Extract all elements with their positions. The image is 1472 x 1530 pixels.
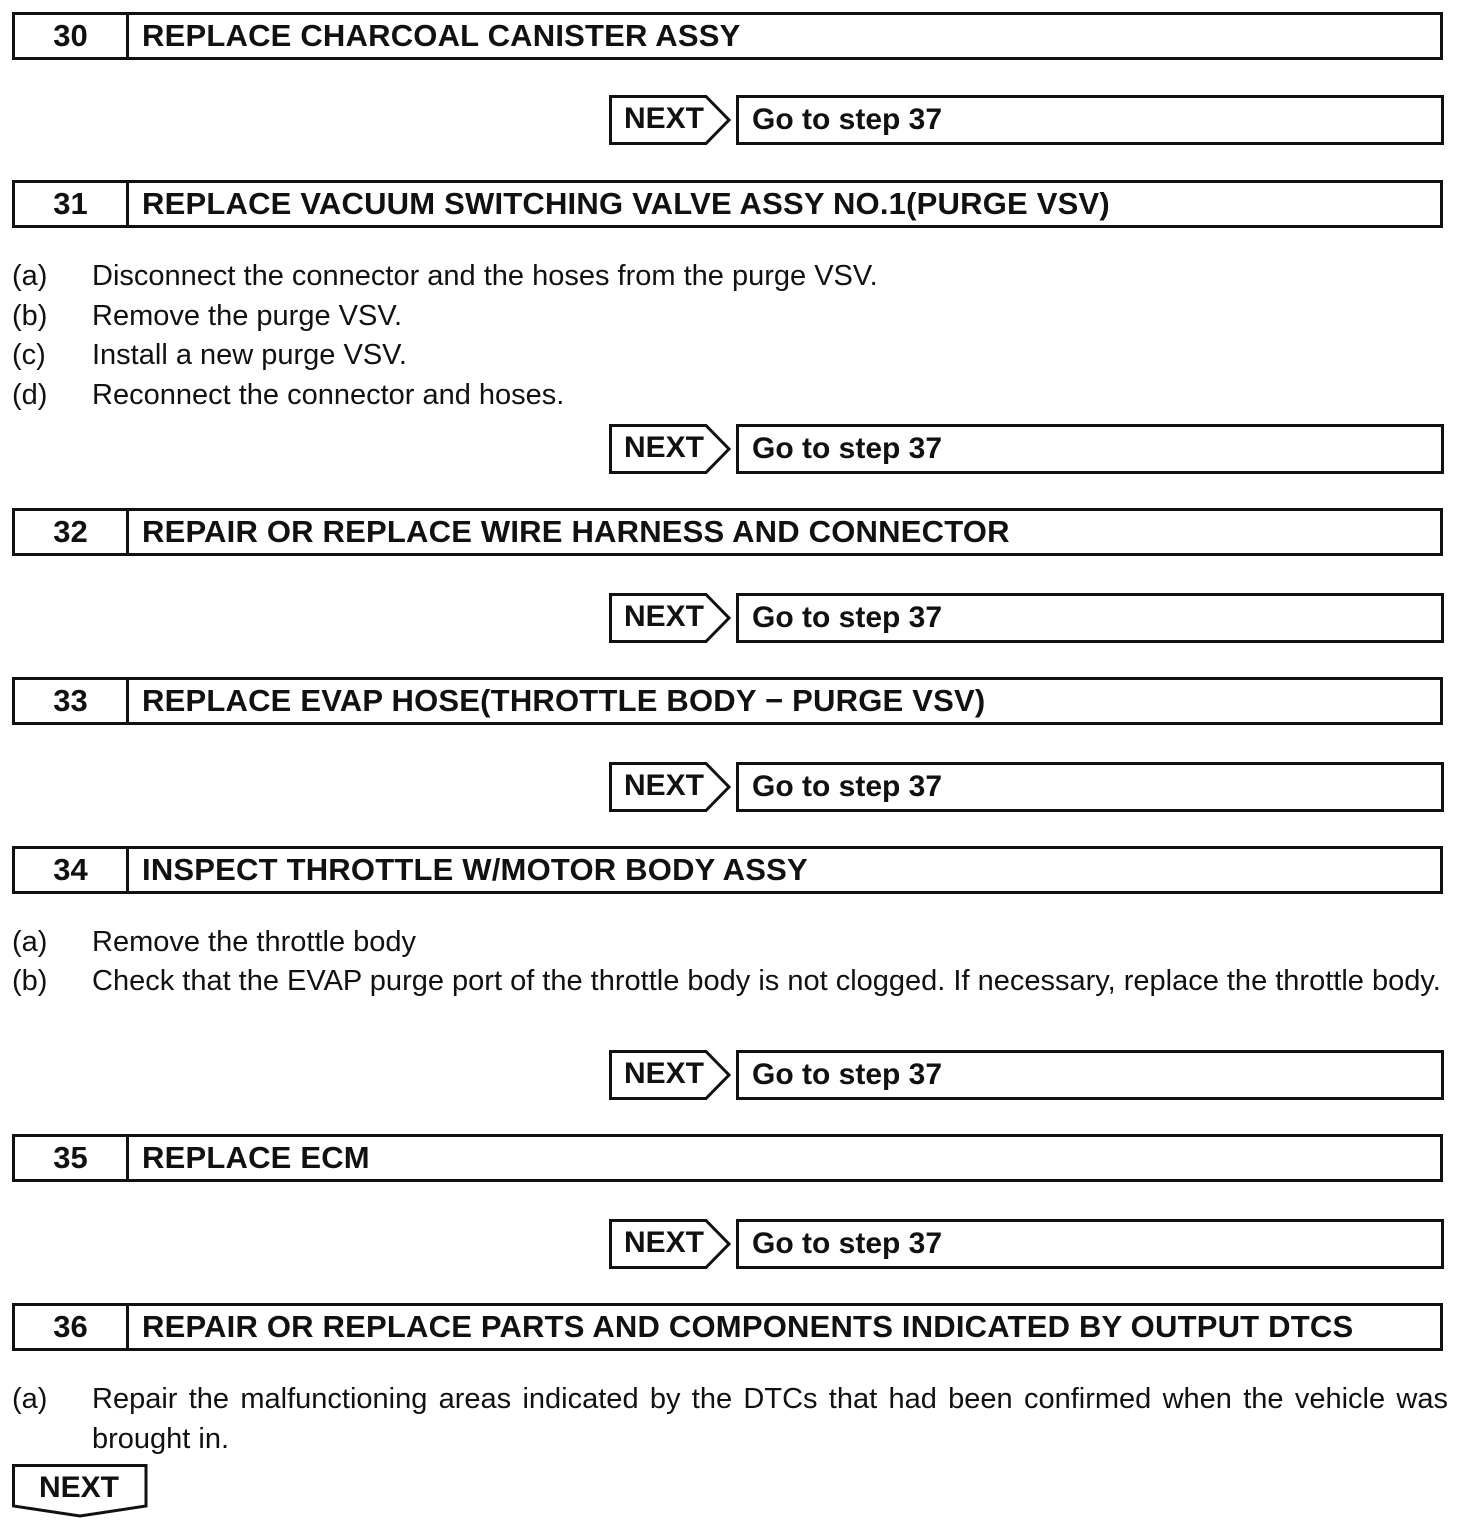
substep-label: (b) xyxy=(12,300,48,332)
step-title: REPAIR OR REPLACE WIRE HARNESS AND CONNECTOR xyxy=(142,514,1010,549)
substep xyxy=(12,922,1448,962)
substep xyxy=(12,335,1448,375)
step-34-header xyxy=(12,846,1443,894)
substep-text: Install a new purge VSV. xyxy=(92,339,407,371)
step-number: 30 xyxy=(15,15,129,57)
step-title: REPLACE EVAP HOSE(THROTTLE BODY − PURGE VSV) xyxy=(142,683,986,718)
step-title: REPAIR OR REPLACE PARTS AND COMPONENTS INDICATED BY OUTPUT DTCS xyxy=(142,1309,1354,1344)
final-next-button[interactable] xyxy=(12,1464,150,1520)
step-36-header xyxy=(12,1303,1443,1351)
substep-label: (a) xyxy=(12,926,48,958)
substep xyxy=(12,961,1448,1001)
substep xyxy=(12,256,1448,296)
substep-text: Remove the throttle body xyxy=(92,926,417,958)
step-31-header xyxy=(12,180,1443,228)
step-35-next-row xyxy=(609,1219,1444,1271)
substep-label: (d) xyxy=(12,379,48,411)
step-number: 31 xyxy=(15,183,129,225)
substep-label: (b) xyxy=(12,965,48,997)
step-31-next-row xyxy=(609,424,1444,476)
next-button[interactable] xyxy=(609,424,731,476)
substep-label: (c) xyxy=(12,339,46,371)
substep-text: Check that the EVAP purge port of the throttle body is not clogged. If necessary, replace the throttle body. xyxy=(92,965,1441,997)
substep-text: Disconnect the connector and the hoses from the purge VSV. xyxy=(92,260,878,292)
next-button[interactable] xyxy=(609,593,731,645)
step-title: INSPECT THROTTLE W/MOTOR BODY ASSY xyxy=(142,852,808,887)
goto-step-box: Go to step 37 xyxy=(736,1219,1444,1269)
substep-text: Repair the malfunctioning areas indicated by the DTCs that had been confirmed when the vehicle was brought in. xyxy=(92,1383,1448,1455)
goto-step-box: Go to step 37 xyxy=(736,95,1444,145)
goto-step-box: Go to step 37 xyxy=(736,1050,1444,1100)
step-number: 34 xyxy=(15,849,129,891)
goto-step-box: Go to step 37 xyxy=(736,762,1444,812)
step-33-next-row xyxy=(609,762,1444,814)
step-title: REPLACE CHARCOAL CANISTER ASSY xyxy=(142,18,741,53)
step-number: 36 xyxy=(15,1306,129,1348)
step-35-header xyxy=(12,1134,1443,1182)
step-30-header xyxy=(12,12,1443,60)
next-button-label: NEXT xyxy=(624,431,705,464)
step-30-next-row xyxy=(609,95,1444,147)
step-34-next-row xyxy=(609,1050,1444,1102)
next-button-label: NEXT xyxy=(624,769,705,802)
next-button-label: NEXT xyxy=(624,1057,705,1090)
substep-label: (a) xyxy=(12,260,48,292)
substep xyxy=(12,1379,1448,1459)
step-32-next-row xyxy=(609,593,1444,645)
next-button[interactable] xyxy=(609,762,731,814)
substep xyxy=(12,375,1448,415)
next-button[interactable] xyxy=(609,95,731,147)
step-title: REPLACE VACUUM SWITCHING VALVE ASSY NO.1(PURGE VSV) xyxy=(142,186,1110,221)
next-button-label: NEXT xyxy=(624,600,705,633)
next-button[interactable] xyxy=(609,1219,731,1271)
next-button-label: NEXT xyxy=(624,102,705,135)
substep xyxy=(12,296,1448,336)
next-button[interactable] xyxy=(609,1050,731,1102)
substep-text: Reconnect the connector and hoses. xyxy=(92,379,565,411)
step-number: 35 xyxy=(15,1137,129,1179)
step-33-header xyxy=(12,677,1443,725)
step-32-header xyxy=(12,508,1443,556)
goto-step-box: Go to step 37 xyxy=(736,424,1444,474)
next-button-label: NEXT xyxy=(624,1226,705,1259)
goto-step-box: Go to step 37 xyxy=(736,593,1444,643)
next-button-label: NEXT xyxy=(38,1471,119,1504)
substep-text: Remove the purge VSV. xyxy=(92,300,403,332)
step-number: 33 xyxy=(15,680,129,722)
substep-label: (a) xyxy=(12,1383,48,1415)
step-title: REPLACE ECM xyxy=(142,1140,370,1175)
step-number: 32 xyxy=(15,511,129,553)
